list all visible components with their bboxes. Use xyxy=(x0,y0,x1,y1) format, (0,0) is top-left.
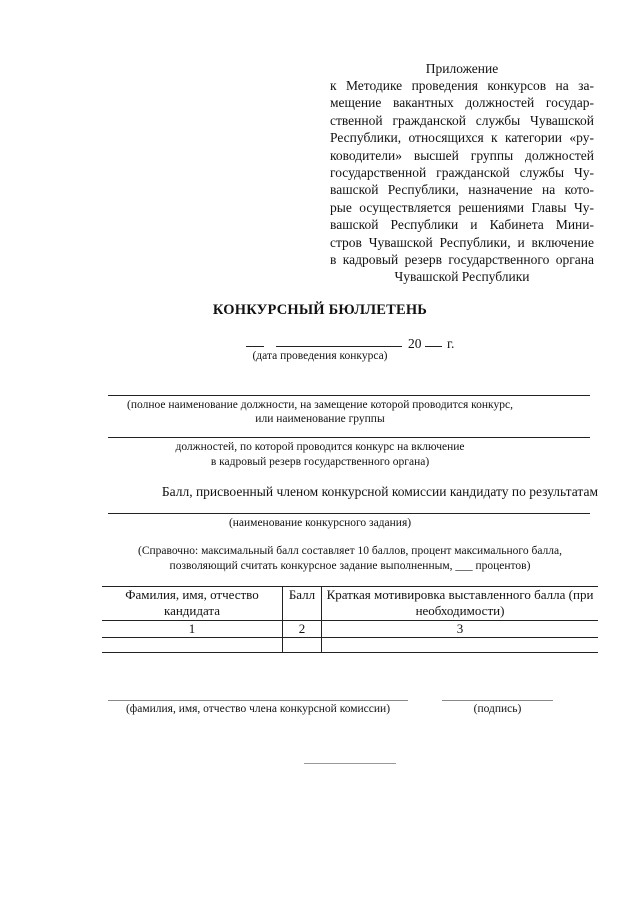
table-row xyxy=(102,638,598,653)
motivation-cell[interactable] xyxy=(322,638,599,653)
column-number-1: 1 xyxy=(102,621,283,638)
appendix-line: мещение вакантных должностей государ- xyxy=(330,95,594,111)
table-number-row xyxy=(102,621,598,638)
appendix-line: вашской Республики и Кабинета Мини- xyxy=(330,217,594,233)
member-name-caption: (фамилия, имя, отчество члена конкурсной комиссии) xyxy=(125,703,391,715)
member-name-blank[interactable] xyxy=(108,700,408,701)
appendix-line: государственной гражданской службы Чу- xyxy=(330,164,594,180)
position-caption-1: (полное наименование должности, на замещение которой проводится конкурс, xyxy=(127,399,513,411)
header-score: Балл xyxy=(283,587,322,621)
appendix-line: к Методике проведения конкурсов на за- xyxy=(330,78,594,93)
signature-caption: (подпись) xyxy=(473,703,522,715)
appendix-line: ственной гражданской службы Чувашской xyxy=(330,112,594,128)
score-table xyxy=(102,586,598,653)
task-blank[interactable] xyxy=(108,513,590,514)
form-title: КОНКУРСНЫЙ БЮЛЛЕТЕНЬ xyxy=(212,302,428,318)
column-number-3: 3 xyxy=(322,621,599,638)
appendix-line: Чувашской Республики xyxy=(394,269,530,285)
reference-note xyxy=(0,544,640,573)
score-statement: Балл, присвоенный членом конкурсной комиссии кандидату по результатам xyxy=(161,484,598,499)
candidate-name-cell[interactable] xyxy=(102,638,283,653)
date-year-prefix: 20 xyxy=(408,336,422,351)
appendix-line: в кадровый резерв государственного органа xyxy=(330,251,594,267)
note-line-1: (Справочно: максимальный балл составляет 10 баллов, процент максимального балла, xyxy=(138,545,562,557)
position-blank[interactable] xyxy=(108,395,590,396)
header-candidate-name: Фамилия, имя, отчество кандидата xyxy=(102,587,283,621)
date-caption: (дата проведения конкурса) xyxy=(252,350,388,362)
header-motivation: Краткая мотивировка выставленного балла (при необходимости) xyxy=(322,587,599,621)
appendix-title: Приложение xyxy=(425,61,499,76)
score-cell[interactable] xyxy=(283,638,322,653)
footer-divider xyxy=(304,763,396,764)
task-caption: (наименование конкурсного задания) xyxy=(228,517,412,529)
date-year-suffix: г. xyxy=(447,336,455,351)
signature-blank[interactable] xyxy=(442,700,553,701)
table-header-row xyxy=(102,587,598,621)
group-blank[interactable] xyxy=(108,437,590,438)
date-day-blank[interactable] xyxy=(246,346,264,347)
appendix-line: ководители» высшей группы должностей xyxy=(330,147,594,163)
group-caption-2: в кадровый резерв государственного органа) xyxy=(210,456,430,468)
appendix-line: вашской Республики, назначение на кото- xyxy=(330,182,594,198)
column-number-2: 2 xyxy=(283,621,322,638)
note-line-2: позволяющий считать конкурсное задание выполненным, ___ процентов) xyxy=(169,559,531,572)
date-year-blank[interactable] xyxy=(425,346,442,347)
appendix-line: Республики, относящихся к категории «ру- xyxy=(330,130,594,146)
group-caption-1: должностей, по которой проводится конкурс на включение xyxy=(175,441,465,453)
position-caption-2: или наименование группы xyxy=(255,413,385,425)
appendix-line: рые осуществляется решениями Главы Чу- xyxy=(330,199,594,215)
date-month-blank[interactable] xyxy=(276,346,402,347)
appendix-line: стров Чувашской Республики, и включение xyxy=(330,234,594,250)
appendix-text xyxy=(330,77,594,286)
